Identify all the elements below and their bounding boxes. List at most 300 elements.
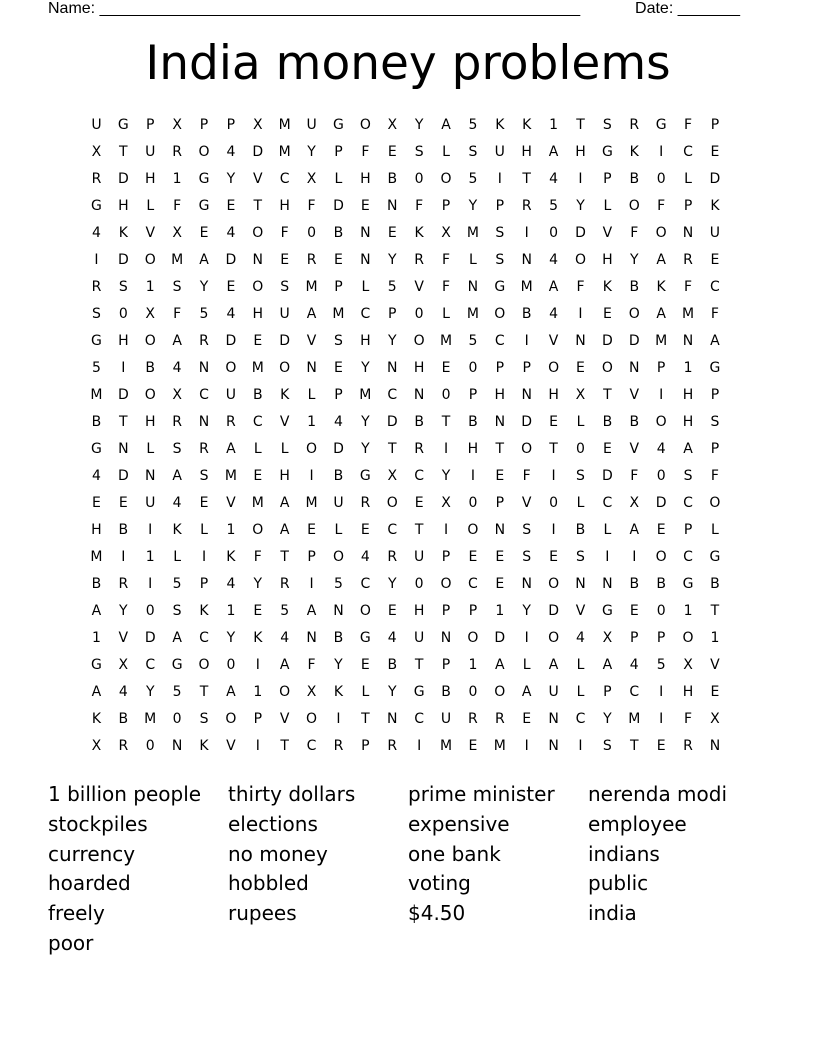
word-list-item: stockpiles bbox=[48, 811, 148, 836]
grid-letter: 4 bbox=[226, 306, 236, 322]
grid-letter: N bbox=[521, 387, 532, 403]
grid-letter: C bbox=[602, 495, 613, 511]
word-list-item: hobbled bbox=[228, 871, 309, 896]
grid-letter: K bbox=[522, 117, 532, 133]
grid-letter: M bbox=[90, 549, 103, 565]
grid-letter: G bbox=[413, 684, 425, 700]
grid-letter: A bbox=[521, 684, 532, 700]
grid-letter: 5 bbox=[91, 360, 101, 376]
grid-letter: B bbox=[656, 576, 666, 592]
grid-letter: 0 bbox=[549, 225, 559, 241]
grid-letter: P bbox=[253, 711, 263, 727]
grid-letter: E bbox=[334, 252, 343, 268]
grid-letter: L bbox=[603, 198, 612, 214]
grid-letter: T bbox=[441, 414, 451, 430]
grid-letter: 0 bbox=[441, 387, 451, 403]
grid-letter: L bbox=[146, 198, 155, 214]
grid-letter: F bbox=[253, 549, 262, 565]
grid-letter: 5 bbox=[199, 306, 209, 322]
grid-letter: A bbox=[226, 441, 236, 457]
grid-letter: E bbox=[602, 441, 612, 457]
grid-letter: M bbox=[628, 711, 641, 727]
grid-letter: S bbox=[172, 279, 182, 295]
grid-letter: E bbox=[253, 468, 263, 484]
grid-letter: I bbox=[336, 711, 341, 727]
grid-letter: M bbox=[439, 333, 453, 349]
grid-letter: E bbox=[226, 198, 236, 214]
grid-letter: T bbox=[495, 441, 505, 457]
grid-letter: T bbox=[199, 684, 209, 700]
grid-letter: A bbox=[656, 252, 666, 268]
grid-letter: P bbox=[226, 117, 236, 133]
grid-letter: C bbox=[710, 279, 720, 295]
grid-letter: D bbox=[628, 333, 640, 349]
grid-letter: G bbox=[91, 198, 102, 214]
grid-letter: O bbox=[332, 549, 344, 565]
grid-letter: N bbox=[682, 333, 694, 349]
grid-letter: O bbox=[413, 333, 425, 349]
grid-letter: B bbox=[629, 279, 640, 295]
grid-letter: L bbox=[280, 441, 289, 457]
grid-letter: B bbox=[441, 684, 451, 700]
grid-letter: X bbox=[172, 117, 182, 133]
grid-letter: F bbox=[576, 279, 585, 295]
grid-letter: E bbox=[414, 495, 424, 511]
grid-letter: U bbox=[440, 711, 452, 727]
grid-letter: O bbox=[144, 333, 156, 349]
grid-letter: I bbox=[148, 576, 153, 592]
grid-letter: M bbox=[332, 306, 345, 322]
grid-letter: Y bbox=[361, 414, 370, 430]
grid-letter: A bbox=[548, 144, 559, 160]
grid-letter: N bbox=[629, 360, 640, 376]
grid-letter: D bbox=[117, 252, 129, 268]
grid-letter: C bbox=[387, 387, 398, 403]
grid-letter: P bbox=[495, 198, 505, 214]
grid-letter: L bbox=[361, 279, 370, 295]
grid-letter: F bbox=[657, 198, 666, 214]
word-list-item: $4.50 bbox=[408, 901, 466, 926]
page-title: India money problems bbox=[145, 36, 671, 91]
grid-letter: G bbox=[333, 117, 344, 133]
grid-letter: T bbox=[253, 198, 263, 214]
grid-letter: C bbox=[279, 171, 290, 187]
grid-letter: S bbox=[199, 711, 209, 727]
grid-letter: P bbox=[495, 360, 505, 376]
grid-letter: P bbox=[522, 360, 531, 376]
grid-letter: O bbox=[225, 360, 237, 376]
grid-letter: D bbox=[709, 171, 721, 187]
grid-letter: 0 bbox=[145, 603, 155, 619]
grid-letter: C bbox=[252, 414, 263, 430]
date-field-label: Date: _______ bbox=[635, 0, 740, 17]
grid-letter: R bbox=[199, 441, 209, 457]
grid-letter: M bbox=[90, 387, 103, 403]
grid-letter: R bbox=[387, 738, 398, 754]
grid-letter: C bbox=[468, 576, 478, 592]
word-list-item: prime minister bbox=[408, 782, 555, 806]
grid-letter: I bbox=[524, 333, 529, 349]
grid-letter: E bbox=[710, 144, 720, 160]
grid-letter: D bbox=[521, 414, 533, 430]
grid-letter: I bbox=[659, 684, 664, 700]
grid-letter: X bbox=[91, 144, 102, 160]
grid-letter: I bbox=[443, 522, 449, 538]
grid-letter: S bbox=[334, 333, 343, 349]
grid-letter: G bbox=[655, 117, 667, 133]
grid-letter: X bbox=[629, 495, 640, 511]
grid-letter: T bbox=[119, 144, 128, 160]
grid-letter: L bbox=[576, 414, 585, 430]
grid-letter: H bbox=[118, 333, 129, 349]
grid-letter: I bbox=[309, 468, 314, 484]
grid-letter: O bbox=[655, 225, 667, 241]
grid-letter: M bbox=[251, 360, 264, 376]
grid-letter: S bbox=[468, 144, 478, 160]
grid-letter: N bbox=[548, 711, 559, 727]
grid-letter: D bbox=[252, 144, 264, 160]
grid-letter: D bbox=[548, 603, 559, 619]
grid-letter: 4 bbox=[91, 225, 101, 241]
word-list-item: expensive bbox=[408, 811, 510, 836]
grid-letter: A bbox=[495, 657, 505, 673]
grid-letter: Y bbox=[414, 117, 424, 133]
grid-letter: A bbox=[441, 117, 451, 133]
grid-letter: R bbox=[91, 171, 102, 187]
grid-letter: O bbox=[306, 441, 318, 457]
grid-letter: 0 bbox=[118, 306, 128, 322]
grid-letter: 4 bbox=[360, 549, 370, 565]
grid-letter: 1 bbox=[549, 117, 559, 133]
grid-letter: T bbox=[549, 441, 558, 457]
grid-letter: A bbox=[91, 603, 102, 619]
grid-letter: I bbox=[605, 549, 610, 565]
grid-letter: O bbox=[198, 657, 210, 673]
grid-letter: E bbox=[253, 603, 263, 619]
grid-letter: O bbox=[359, 603, 371, 619]
grid-letter: 4 bbox=[576, 630, 585, 646]
grid-letter: C bbox=[629, 684, 640, 700]
grid-letter: A bbox=[306, 306, 317, 322]
grid-letter: D bbox=[279, 333, 291, 349]
grid-letter: Y bbox=[334, 657, 343, 673]
grid-letter: R bbox=[521, 198, 532, 214]
grid-letter: D bbox=[386, 414, 398, 430]
grid-letter: 5 bbox=[656, 657, 666, 673]
grid-letter: C bbox=[360, 576, 371, 592]
grid-letter: H bbox=[360, 171, 371, 187]
grid-letter: B bbox=[333, 468, 344, 484]
grid-letter: X bbox=[575, 387, 586, 403]
grid-letter: N bbox=[682, 225, 694, 241]
grid-letter: 4 bbox=[118, 684, 128, 700]
grid-letter: E bbox=[253, 333, 263, 349]
grid-letter: T bbox=[603, 387, 612, 403]
grid-letter: P bbox=[441, 657, 451, 673]
grid-letter: T bbox=[119, 414, 128, 430]
grid-letter: H bbox=[682, 387, 694, 403]
grid-letter: A bbox=[602, 657, 613, 673]
grid-letter: P bbox=[388, 306, 397, 322]
grid-letter: 0 bbox=[656, 603, 666, 619]
grid-letter: L bbox=[442, 306, 450, 322]
grid-letter: R bbox=[306, 252, 317, 268]
grid-letter: B bbox=[468, 414, 478, 430]
grid-letter: T bbox=[414, 657, 424, 673]
grid-letter: A bbox=[279, 522, 290, 538]
grid-letter: L bbox=[522, 657, 531, 673]
grid-letter: P bbox=[307, 549, 316, 565]
grid-letter: G bbox=[198, 171, 210, 187]
grid-letter: E bbox=[441, 360, 451, 376]
grid-letter: K bbox=[199, 738, 209, 754]
grid-letter: H bbox=[360, 333, 371, 349]
grid-letter: F bbox=[684, 279, 693, 295]
grid-letter: N bbox=[575, 576, 586, 592]
word-list-item: rupees bbox=[228, 901, 297, 926]
grid-letter: 1 bbox=[683, 360, 693, 376]
grid-letter: 0 bbox=[468, 495, 478, 511]
grid-letter: O bbox=[252, 522, 264, 538]
grid-letter: I bbox=[524, 225, 529, 241]
grid-letter: X bbox=[172, 387, 182, 403]
grid-letter: U bbox=[145, 495, 156, 511]
grid-letter: F bbox=[173, 198, 182, 214]
grid-letter: C bbox=[199, 387, 209, 403]
grid-letter: N bbox=[521, 576, 532, 592]
grid-letter: A bbox=[548, 279, 559, 295]
word-list-item: nerenda modi bbox=[588, 782, 728, 806]
grid-letter: G bbox=[91, 657, 102, 673]
grid-letter: P bbox=[710, 387, 720, 403]
grid-letter: E bbox=[576, 360, 585, 376]
grid-letter: N bbox=[360, 225, 371, 241]
grid-letter: 4 bbox=[280, 630, 290, 646]
grid-letter: S bbox=[414, 144, 424, 160]
grid-letter: L bbox=[361, 684, 370, 700]
grid-letter: M bbox=[251, 495, 264, 511]
grid-letter: T bbox=[576, 117, 585, 133]
grid-letter: X bbox=[252, 117, 263, 133]
grid-letter: I bbox=[524, 630, 529, 646]
grid-letter: O bbox=[386, 495, 398, 511]
grid-letter: S bbox=[576, 549, 585, 565]
grid-letter: T bbox=[710, 603, 720, 619]
grid-letter: V bbox=[575, 603, 586, 619]
grid-letter: X bbox=[145, 306, 156, 322]
word-list-item: voting bbox=[408, 871, 471, 896]
grid-letter: B bbox=[521, 306, 532, 322]
grid-letter: H bbox=[602, 252, 613, 268]
grid-letter: B bbox=[118, 711, 129, 727]
grid-letter: F bbox=[173, 306, 182, 322]
grid-letter: I bbox=[578, 738, 583, 754]
grid-letter: K bbox=[91, 711, 102, 727]
letter-grid bbox=[83, 112, 728, 760]
grid-letter: Y bbox=[629, 252, 639, 268]
grid-letter: D bbox=[144, 630, 156, 646]
grid-letter: 1 bbox=[226, 522, 236, 538]
grid-letter: O bbox=[440, 171, 452, 187]
grid-letter: P bbox=[334, 144, 343, 160]
grid-letter: F bbox=[630, 225, 639, 241]
grid-letter: M bbox=[305, 495, 318, 511]
grid-letter: P bbox=[334, 279, 343, 295]
grid-letter: Y bbox=[468, 198, 478, 214]
grid-letter: V bbox=[145, 225, 156, 241]
grid-letter: S bbox=[710, 414, 720, 430]
grid-letter: F bbox=[710, 468, 719, 484]
word-list-item: one bank bbox=[408, 841, 501, 866]
grid-letter: R bbox=[360, 495, 371, 511]
grid-letter: O bbox=[548, 360, 560, 376]
grid-letter: E bbox=[522, 711, 532, 727]
grid-letter: E bbox=[334, 360, 343, 376]
grid-letter: N bbox=[494, 414, 506, 430]
grid-letter: Y bbox=[226, 171, 236, 187]
grid-letter: O bbox=[279, 684, 291, 700]
grid-letter: 1 bbox=[226, 603, 236, 619]
grid-letter: R bbox=[199, 333, 209, 349]
grid-letter: Y bbox=[576, 198, 585, 214]
grid-letter: 5 bbox=[334, 576, 343, 592]
grid-letter: B bbox=[414, 414, 424, 430]
grid-letter: U bbox=[225, 387, 237, 403]
grid-letter: L bbox=[146, 441, 155, 457]
grid-letter: O bbox=[521, 441, 533, 457]
grid-letter: N bbox=[360, 252, 371, 268]
grid-letter: C bbox=[683, 549, 693, 565]
grid-letter: D bbox=[655, 495, 667, 511]
grid-letter: N bbox=[387, 360, 398, 376]
word-list-item: currency bbox=[48, 841, 136, 866]
grid-letter: B bbox=[252, 387, 263, 403]
grid-letter: 0 bbox=[656, 171, 666, 187]
grid-letter: E bbox=[602, 306, 612, 322]
word-list-item: employee bbox=[588, 811, 687, 836]
grid-letter: O bbox=[628, 306, 640, 322]
grid-letter: 5 bbox=[468, 117, 478, 133]
name-field-label: Name: ______________________________________________________ bbox=[48, 0, 581, 17]
grid-letter: 0 bbox=[576, 441, 585, 457]
word-list-item: no money bbox=[228, 841, 328, 866]
grid-letter: Y bbox=[522, 603, 531, 619]
grid-letter: P bbox=[710, 117, 720, 133]
grid-letter: E bbox=[468, 549, 478, 565]
grid-letter: I bbox=[659, 711, 664, 727]
grid-letter: I bbox=[201, 549, 207, 565]
grid-letter: P bbox=[146, 117, 155, 133]
grid-letter: 4 bbox=[629, 657, 639, 673]
grid-letter: S bbox=[602, 738, 612, 754]
grid-letter: U bbox=[494, 144, 505, 160]
grid-letter: I bbox=[632, 549, 637, 565]
grid-letter: S bbox=[602, 117, 612, 133]
grid-letter: B bbox=[575, 522, 586, 538]
grid-letter: T bbox=[522, 171, 531, 187]
grid-letter: C bbox=[575, 711, 586, 727]
grid-letter: P bbox=[441, 549, 451, 565]
grid-letter: C bbox=[199, 630, 209, 646]
word-list-item: freely bbox=[48, 901, 105, 926]
grid-letter: E bbox=[199, 495, 209, 511]
grid-letter: 1 bbox=[307, 414, 317, 430]
grid-letter: G bbox=[359, 468, 371, 484]
grid-letter: F bbox=[307, 657, 316, 673]
grid-letter: O bbox=[494, 684, 506, 700]
grid-letter: G bbox=[359, 630, 371, 646]
grid-letter: O bbox=[682, 630, 694, 646]
grid-letter: 0 bbox=[172, 711, 182, 727]
grid-letter: 4 bbox=[226, 576, 236, 592]
grid-letter: X bbox=[441, 225, 451, 241]
grid-letter: Y bbox=[361, 441, 370, 457]
grid-letter: H bbox=[467, 441, 479, 457]
word-list-item: poor bbox=[48, 930, 94, 955]
grid-letter: H bbox=[494, 387, 506, 403]
grid-letter: D bbox=[225, 333, 237, 349]
grid-letter: E bbox=[629, 603, 639, 619]
grid-letter: V bbox=[279, 711, 290, 727]
grid-letter: N bbox=[387, 711, 398, 727]
grid-letter: U bbox=[279, 306, 290, 322]
grid-letter: G bbox=[117, 117, 129, 133]
grid-letter: I bbox=[551, 468, 556, 484]
grid-letter: R bbox=[414, 252, 424, 268]
grid-letter: U bbox=[91, 117, 102, 133]
grid-letter: G bbox=[494, 279, 506, 295]
grid-letter: 0 bbox=[226, 657, 236, 673]
grid-letter: X bbox=[172, 225, 182, 241]
grid-letter: O bbox=[467, 630, 479, 646]
grid-letter: B bbox=[710, 576, 720, 592]
grid-letter: I bbox=[470, 468, 475, 484]
grid-letter: E bbox=[549, 549, 559, 565]
grid-letter: C bbox=[414, 711, 425, 727]
grid-letter: 1 bbox=[495, 603, 505, 619]
grid-letter: Y bbox=[226, 630, 236, 646]
grid-letter: A bbox=[279, 495, 290, 511]
grid-letter: I bbox=[255, 657, 260, 673]
grid-letter: H bbox=[144, 171, 156, 187]
grid-letter: T bbox=[387, 441, 397, 457]
grid-letter: H bbox=[575, 144, 586, 160]
grid-letter: N bbox=[709, 738, 721, 754]
grid-letter: A bbox=[683, 441, 693, 457]
grid-letter: F bbox=[441, 252, 451, 268]
grid-letter: S bbox=[522, 549, 532, 565]
grid-letter: D bbox=[601, 333, 613, 349]
grid-letter: K bbox=[656, 279, 666, 295]
grid-letter: F bbox=[280, 225, 289, 241]
grid-letter: N bbox=[548, 738, 559, 754]
grid-letter: M bbox=[144, 711, 157, 727]
grid-letter: V bbox=[226, 738, 236, 754]
grid-letter: H bbox=[118, 198, 129, 214]
grid-letter: 1 bbox=[468, 657, 478, 673]
grid-letter: O bbox=[574, 252, 586, 268]
grid-letter: Y bbox=[119, 603, 128, 619]
grid-letter: K bbox=[414, 225, 424, 241]
grid-letter: O bbox=[709, 495, 721, 511]
grid-letter: A bbox=[710, 333, 720, 349]
grid-letter: Y bbox=[307, 144, 316, 160]
grid-letter: A bbox=[172, 630, 182, 646]
grid-letter: P bbox=[683, 522, 693, 538]
grid-letter: D bbox=[333, 198, 344, 214]
grid-letter: G bbox=[709, 360, 721, 376]
grid-letter: E bbox=[549, 414, 559, 430]
